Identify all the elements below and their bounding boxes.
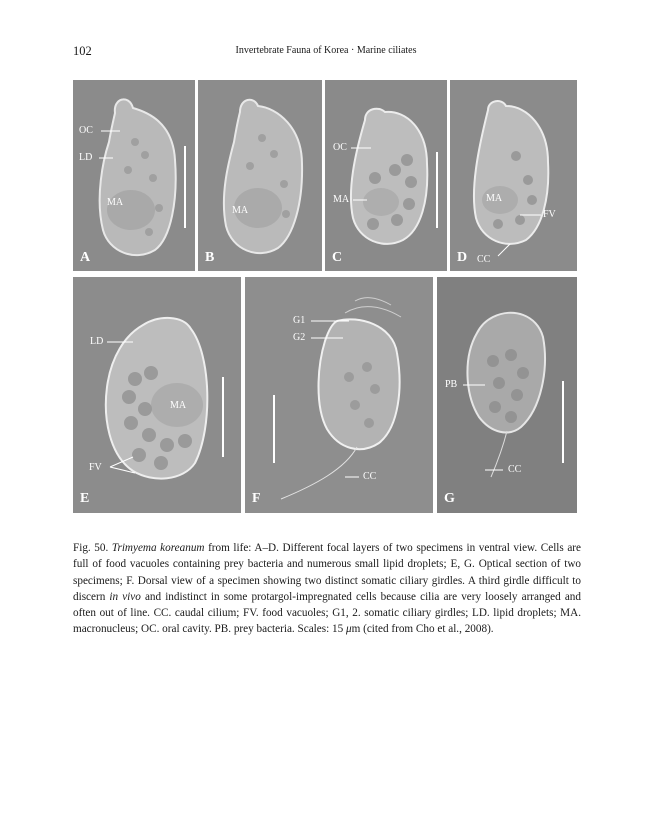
label-ma: MA xyxy=(486,193,503,204)
caption-text-3: m (cited from Cho et al., 2008). xyxy=(351,623,494,636)
figure-number: Fig. 50. xyxy=(73,542,109,555)
micrograph-d xyxy=(450,80,577,271)
running-title: Invertebrate Fauna of Korea · Marine ciliates xyxy=(235,45,417,56)
page-number: 102 xyxy=(73,44,92,58)
label-pb: PB xyxy=(445,379,458,390)
micrograph-e xyxy=(73,277,241,513)
panel-letter: E xyxy=(80,491,90,506)
micrograph-g xyxy=(437,277,577,513)
label-cc: CC xyxy=(477,254,491,265)
micrograph-c xyxy=(325,80,447,271)
caption-text-1: from life: A–D. Different focal layers of two specimens in ventral view. Cells are full of food vacuoles containing prey bacteria and numerous small lipid droplets; E, G. Optical section of two specimens; F. Dorsal view of a specimen showing two distinct somatic ciliary girdles. A third girdle difficult to discern xyxy=(73,542,582,603)
label-cc: CC xyxy=(363,471,377,482)
figure-panel-g xyxy=(437,277,577,513)
label-ma: MA xyxy=(232,205,249,216)
panel-letter: G xyxy=(444,491,455,506)
label-fv: FV xyxy=(543,209,556,220)
panel-letter: A xyxy=(80,250,91,265)
label-g2: G2 xyxy=(293,332,306,343)
micrograph-f xyxy=(245,277,433,513)
figure-caption xyxy=(73,540,581,637)
panel-letter: B xyxy=(205,250,215,265)
page-header xyxy=(0,44,652,62)
label-fv: FV xyxy=(89,462,102,473)
figure-panel-f xyxy=(245,277,433,513)
panel-letter: F xyxy=(252,491,261,506)
label-ld: LD xyxy=(90,336,104,347)
label-g1: G1 xyxy=(293,315,306,326)
panel-letter: D xyxy=(457,250,468,265)
caption-text-2: and indistinct in some protargol-impregnated cells because cilia are very loosely arranged and often out of line. CC. caudal cilium; FV. food vacuoles; G1, 2. somatic ciliary girdles; LD. lipid droplets; MA. macronucleus; OC. oral cavity. PB. prey bacteria. Scales: 15 xyxy=(73,590,581,636)
label-oc: OC xyxy=(79,125,93,136)
label-ld: LD xyxy=(79,152,93,163)
micrograph-b xyxy=(198,80,322,271)
figure-panel-b xyxy=(198,80,322,271)
label-cc: CC xyxy=(508,464,522,475)
species-name: Trimyema koreanum xyxy=(111,542,205,555)
micrograph-a xyxy=(73,80,195,271)
label-ma: MA xyxy=(333,194,350,205)
figure-panel-d xyxy=(450,80,577,271)
figure-panel-e xyxy=(73,277,241,513)
label-ma: MA xyxy=(170,400,187,411)
label-ma: MA xyxy=(107,197,124,208)
in-vivo: in vivo xyxy=(109,590,141,603)
label-oc: OC xyxy=(333,142,347,153)
mu-symbol: μ xyxy=(345,623,352,636)
figure-panel-c xyxy=(325,80,447,271)
figure-panel-a xyxy=(73,80,195,271)
panel-letter: C xyxy=(332,250,343,265)
